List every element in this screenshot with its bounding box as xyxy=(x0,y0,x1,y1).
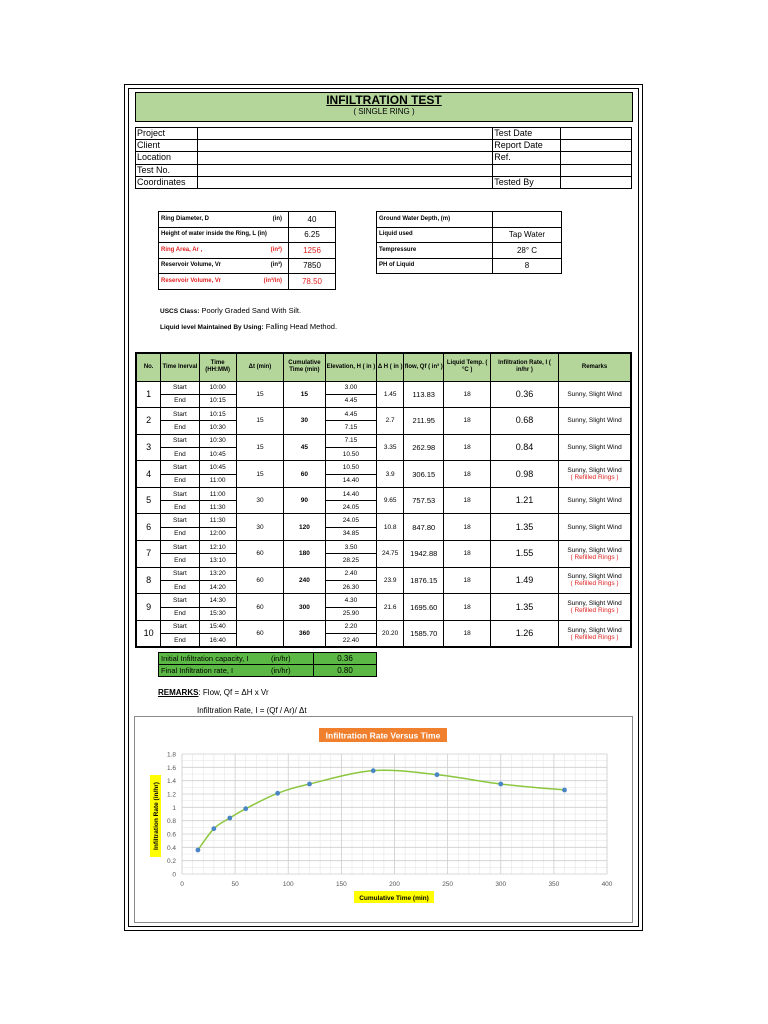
ring-label-text: Ring Diameter, D xyxy=(161,215,210,222)
ground-label: PH of Liquid xyxy=(377,258,493,274)
elevation-start: 4.45 xyxy=(325,408,377,421)
table-row xyxy=(136,487,631,500)
elevation-start: 2.40 xyxy=(325,567,377,580)
ring-unit: (in³/in) xyxy=(263,277,282,284)
end-label: End xyxy=(161,634,199,648)
ground-row xyxy=(377,212,562,228)
end-time: 12:00 xyxy=(199,527,236,540)
x-axis-label: Cumulative Time (min) xyxy=(359,895,429,902)
refill-note: ( Refilled Rings ) xyxy=(570,607,619,615)
liquid-temp: 18 xyxy=(444,381,491,408)
delta-h: 3.35 xyxy=(377,434,404,461)
header-remarks: Remarks xyxy=(559,353,631,381)
ring-label xyxy=(159,258,289,274)
row-number: 5 xyxy=(136,487,161,514)
remarks-rate-formula: Infiltration Rate, I = (Qf / Ar)/ Δt xyxy=(197,706,307,715)
x-tick-label: 250 xyxy=(442,881,454,888)
summary-value: 0.36 xyxy=(314,653,377,665)
table-row xyxy=(136,541,631,554)
start-time: 14:30 xyxy=(199,594,236,607)
ground-value: 28° C xyxy=(493,243,562,259)
row-number: 2 xyxy=(136,408,161,435)
project-field-label: Location xyxy=(136,152,198,164)
delta-h: 1.45 xyxy=(377,381,404,408)
start-label: Start xyxy=(161,434,199,447)
elevation-start: 4.30 xyxy=(325,594,377,607)
infiltration-rate: 1.49 xyxy=(490,567,558,594)
end-label: End xyxy=(161,421,199,434)
infiltration-rate: 0.36 xyxy=(490,381,558,408)
row-number: 1 xyxy=(136,381,161,408)
data-point xyxy=(275,791,280,796)
remark-text: Sunny, Slight Wind xyxy=(567,417,622,425)
y-axis-label: Infiltration Rate (in/hr) xyxy=(153,782,160,850)
project-field-label: Test No. xyxy=(136,164,198,176)
ground-row xyxy=(377,258,562,274)
y-tick-label: 1.8 xyxy=(166,751,176,759)
start-time: 11:30 xyxy=(199,514,236,527)
project-field-value[interactable] xyxy=(197,140,492,152)
liquid-temp: 18 xyxy=(444,461,491,488)
chart-title: Infiltration Rate Versus Time xyxy=(325,730,441,741)
elevation-end: 10.50 xyxy=(325,447,377,460)
table-row xyxy=(136,461,631,474)
elevation-start: 2.20 xyxy=(325,620,377,633)
project-row xyxy=(136,128,632,140)
data-point xyxy=(227,816,232,821)
table-row xyxy=(136,434,631,447)
header-dt: Δt (min) xyxy=(236,353,284,381)
title-banner xyxy=(135,92,633,122)
remark-text: Sunny, Slight Wind xyxy=(567,443,622,451)
data-point xyxy=(196,848,201,853)
flow-value: 1942.88 xyxy=(404,541,444,568)
cumulative-time: 90 xyxy=(284,487,325,514)
flow-value: 1695.60 xyxy=(404,594,444,621)
ground-label: Ground Water Depth, (m) xyxy=(377,212,493,228)
x-tick-label: 0 xyxy=(180,881,184,888)
elevation-end: 28.25 xyxy=(325,554,377,567)
infiltration-rate: 1.35 xyxy=(490,514,558,541)
delta-t: 30 xyxy=(236,514,284,541)
remarks-cell xyxy=(559,381,631,408)
elevation-end: 7.15 xyxy=(325,421,377,434)
delta-t: 15 xyxy=(236,408,284,435)
row-number: 9 xyxy=(136,594,161,621)
delta-t: 60 xyxy=(236,541,284,568)
start-label: Start xyxy=(161,487,199,500)
remark-text: Sunny, Slight Wind xyxy=(567,626,622,634)
end-label: End xyxy=(161,447,199,460)
elevation-start: 3.50 xyxy=(325,541,377,554)
liquid-temp: 18 xyxy=(444,514,491,541)
end-time: 14:20 xyxy=(199,580,236,593)
project-field-label-right: Ref. xyxy=(493,152,561,164)
table-row xyxy=(136,381,631,394)
cumulative-time: 45 xyxy=(284,434,325,461)
remark-text: Sunny, Slight Wind xyxy=(567,497,622,505)
x-tick-label: 300 xyxy=(495,881,507,888)
refill-note: ( Refilled Rings ) xyxy=(570,553,619,561)
delta-t: 15 xyxy=(236,381,284,408)
flow-value: 211.95 xyxy=(404,408,444,435)
summary-unit: (in/hr) xyxy=(269,665,314,677)
remarks-cell xyxy=(559,434,631,461)
ring-row xyxy=(159,243,336,259)
y-tick-label: 1 xyxy=(172,804,176,812)
infiltration-rate: 0.68 xyxy=(490,408,558,435)
summary-label: Initial Infiltration capacity, I xyxy=(159,653,270,665)
remarks-cell xyxy=(559,541,631,568)
row-number: 10 xyxy=(136,620,161,647)
row-number: 6 xyxy=(136,514,161,541)
end-time: 11:00 xyxy=(199,474,236,487)
elevation-end: 26.30 xyxy=(325,580,377,593)
cumulative-time: 300 xyxy=(284,594,325,621)
ring-label xyxy=(159,274,289,290)
flow-value: 306.15 xyxy=(404,461,444,488)
remark-text: Sunny, Slight Wind xyxy=(567,573,622,581)
flow-value: 1876.15 xyxy=(404,567,444,594)
infiltration-chart xyxy=(135,717,632,922)
ground-value: 8 xyxy=(493,258,562,274)
table-row xyxy=(136,620,631,633)
liquid-label: Liquid level Maintained By Using: xyxy=(160,324,264,331)
table-row xyxy=(136,567,631,580)
ring-value: 78.50 xyxy=(289,274,336,290)
start-label: Start xyxy=(161,594,199,607)
table-row xyxy=(136,594,631,607)
end-label: End xyxy=(161,607,199,620)
ground-label: Tempressure xyxy=(377,243,493,259)
project-field-label: Coordinates xyxy=(136,176,198,188)
remarks-cell xyxy=(559,461,631,488)
ground-value: Tap Water xyxy=(493,227,562,243)
cumulative-time: 180 xyxy=(284,541,325,568)
start-time: 10:00 xyxy=(199,381,236,394)
start-time: 10:30 xyxy=(199,434,236,447)
start-time: 11:00 xyxy=(199,487,236,500)
x-tick-label: 400 xyxy=(601,881,613,888)
delta-h: 10.8 xyxy=(377,514,404,541)
delta-h: 23.9 xyxy=(377,567,404,594)
end-time: 11:30 xyxy=(199,501,236,514)
delta-t: 15 xyxy=(236,434,284,461)
x-tick-label: 150 xyxy=(335,881,347,888)
ground-row xyxy=(377,227,562,243)
y-tick-label: 0 xyxy=(172,871,176,879)
end-time: 15:30 xyxy=(199,607,236,620)
infiltration-rate: 1.35 xyxy=(490,594,558,621)
ground-label: Liquid used xyxy=(377,227,493,243)
summary-row xyxy=(159,665,377,677)
data-point xyxy=(307,782,312,787)
ring-unit: (in³) xyxy=(270,262,282,269)
flow-value: 113.83 xyxy=(404,381,444,408)
summary-unit: (in/hr) xyxy=(269,653,314,665)
uscs-note xyxy=(160,306,301,315)
cumulative-time: 30 xyxy=(284,408,325,435)
header-interval: Time Inerval xyxy=(161,353,199,381)
elevation-start: 14.40 xyxy=(325,487,377,500)
x-tick-label: 50 xyxy=(231,881,239,888)
ring-label-text: Reservoir Volume, Vr xyxy=(161,262,221,269)
ring-unit: (in²) xyxy=(270,246,282,253)
elevation-end: 22.40 xyxy=(325,634,377,648)
liquid-value: Falling Head Method. xyxy=(263,322,338,331)
summary-table xyxy=(158,652,377,677)
remarks-flow-formula: : Flow, Qf = ΔH x Vr xyxy=(198,688,269,697)
row-number: 4 xyxy=(136,461,161,488)
header-flow: flow, Qf ( in³ ) xyxy=(404,353,444,381)
remarks-line-1 xyxy=(158,688,269,697)
remark-text: Sunny, Slight Wind xyxy=(567,600,622,608)
project-field-label-right: Tested By xyxy=(493,176,561,188)
start-label: Start xyxy=(161,408,199,421)
header-cum-time: Cumulative Time (min) xyxy=(284,353,325,381)
infiltration-rate: 1.55 xyxy=(490,541,558,568)
ring-label xyxy=(159,227,289,243)
y-tick-label: 0.4 xyxy=(166,844,176,852)
ring-row xyxy=(159,258,336,274)
page-subtitle: ( SINGLE RING ) xyxy=(353,107,415,116)
infiltration-data-table xyxy=(135,352,632,648)
project-field-value[interactable] xyxy=(197,164,492,176)
elevation-start: 7.15 xyxy=(325,434,377,447)
ground-water-table xyxy=(376,211,562,274)
summary-value: 0.80 xyxy=(314,665,377,677)
delta-h: 21.6 xyxy=(377,594,404,621)
end-time: 10:15 xyxy=(199,394,236,407)
end-label: End xyxy=(161,580,199,593)
ring-value: 40 xyxy=(289,212,336,228)
elevation-start: 3.00 xyxy=(325,381,377,394)
liquid-temp: 18 xyxy=(444,541,491,568)
end-label: End xyxy=(161,474,199,487)
header-dh: Δ H ( in ) xyxy=(377,353,404,381)
liquid-temp: 18 xyxy=(444,487,491,514)
ring-row xyxy=(159,274,336,290)
delta-t: 15 xyxy=(236,461,284,488)
uscs-label: USCS Class: xyxy=(160,308,200,315)
start-label: Start xyxy=(161,620,199,633)
ring-value: 7850 xyxy=(289,258,336,274)
row-number: 8 xyxy=(136,567,161,594)
ring-label-text: Reservoir Volume, Vr xyxy=(161,277,221,284)
x-tick-label: 100 xyxy=(282,881,294,888)
data-point xyxy=(371,768,376,773)
end-label: End xyxy=(161,394,199,407)
start-time: 13:20 xyxy=(199,567,236,580)
elevation-end: 24.05 xyxy=(325,501,377,514)
ring-properties-table xyxy=(158,211,336,290)
remarks-cell xyxy=(559,487,631,514)
data-point xyxy=(435,772,440,777)
elevation-start: 24.05 xyxy=(325,514,377,527)
flow-value: 757.53 xyxy=(404,487,444,514)
header-temp: Liquid Temp. ( °C ) xyxy=(444,353,491,381)
x-tick-label: 350 xyxy=(548,881,560,888)
ring-label-text: Ring Area, Ar , xyxy=(161,246,203,253)
flow-value: 262.98 xyxy=(404,434,444,461)
flow-value: 1585.70 xyxy=(404,620,444,647)
ground-value xyxy=(493,212,562,228)
delta-h: 2.7 xyxy=(377,408,404,435)
infiltration-rate: 1.26 xyxy=(490,620,558,647)
y-tick-label: 1.4 xyxy=(166,778,176,786)
liquid-temp: 18 xyxy=(444,408,491,435)
project-info-table xyxy=(135,127,632,189)
elevation-end: 14.40 xyxy=(325,474,377,487)
end-time: 10:45 xyxy=(199,447,236,460)
header-no: No. xyxy=(136,353,161,381)
cumulative-time: 60 xyxy=(284,461,325,488)
project-field-label: Project xyxy=(136,128,198,140)
start-label: Start xyxy=(161,461,199,474)
end-label: End xyxy=(161,554,199,567)
liquid-temp: 18 xyxy=(444,594,491,621)
row-number: 7 xyxy=(136,541,161,568)
data-point xyxy=(562,788,567,793)
delta-h: 9.65 xyxy=(377,487,404,514)
delta-h: 3.9 xyxy=(377,461,404,488)
remarks-cell xyxy=(559,567,631,594)
data-point xyxy=(211,826,216,831)
elevation-end: 34.85 xyxy=(325,527,377,540)
end-time: 16:40 xyxy=(199,634,236,648)
start-label: Start xyxy=(161,514,199,527)
remarks-cell xyxy=(559,408,631,435)
cumulative-time: 15 xyxy=(284,381,325,408)
cumulative-time: 120 xyxy=(284,514,325,541)
project-field-value[interactable] xyxy=(197,176,492,188)
delta-t: 60 xyxy=(236,594,284,621)
remark-text: Sunny, Slight Wind xyxy=(567,546,622,554)
ring-row xyxy=(159,227,336,243)
project-field-label-right: Test Date xyxy=(493,128,561,140)
delta-h: 20.20 xyxy=(377,620,404,647)
chart-area xyxy=(134,716,633,923)
refill-note: ( Refilled Rings ) xyxy=(570,474,619,482)
ring-value: 1256 xyxy=(289,243,336,259)
summary-row xyxy=(159,653,377,665)
remark-text: Sunny, Slight Wind xyxy=(567,467,622,475)
project-field-label: Client xyxy=(136,140,198,152)
liquid-temp: 18 xyxy=(444,567,491,594)
ring-label xyxy=(159,243,289,259)
project-row xyxy=(136,176,632,188)
header-elevation: Elevation, H ( in ) xyxy=(325,353,377,381)
y-tick-label: 0.8 xyxy=(166,818,176,826)
ring-label xyxy=(159,212,289,228)
end-label: End xyxy=(161,527,199,540)
infiltration-rate: 1.21 xyxy=(490,487,558,514)
project-row xyxy=(136,164,632,176)
end-time: 13:10 xyxy=(199,554,236,567)
series-line xyxy=(198,770,565,850)
project-row xyxy=(136,152,632,164)
ground-row xyxy=(377,243,562,259)
liquid-temp: 18 xyxy=(444,620,491,647)
start-time: 15:40 xyxy=(199,620,236,633)
y-tick-label: 0.6 xyxy=(166,831,176,839)
remarks-cell xyxy=(559,514,631,541)
header-rate: Infiltration Rate, I ( in/hr ) xyxy=(490,353,558,381)
elevation-start: 10.50 xyxy=(325,461,377,474)
delta-h: 24.75 xyxy=(377,541,404,568)
start-time: 12:10 xyxy=(199,541,236,554)
start-time: 10:45 xyxy=(199,461,236,474)
ring-value: 6.25 xyxy=(289,227,336,243)
liquid-temp: 18 xyxy=(444,434,491,461)
delta-t: 60 xyxy=(236,620,284,647)
project-field-value-right[interactable] xyxy=(561,128,632,140)
y-tick-label: 1.2 xyxy=(166,791,176,799)
remarks-cell xyxy=(559,594,631,621)
project-field-value[interactable] xyxy=(197,152,492,164)
project-field-value[interactable] xyxy=(197,128,492,140)
ring-unit: (in) xyxy=(272,215,282,222)
project-field-label-right: Report Date xyxy=(493,140,561,152)
end-time: 10:30 xyxy=(199,421,236,434)
ring-label-text: Height of water inside the Ring, L (in) xyxy=(161,231,267,238)
liquid-note xyxy=(160,322,337,331)
infiltration-rate: 0.98 xyxy=(490,461,558,488)
remark-text: Sunny, Slight Wind xyxy=(567,390,622,398)
project-field-value-right[interactable] xyxy=(561,164,632,176)
row-number: 3 xyxy=(136,434,161,461)
project-field-value-right[interactable] xyxy=(561,152,632,164)
refill-note: ( Refilled Rings ) xyxy=(570,580,619,588)
ring-row xyxy=(159,212,336,228)
refill-note: ( Refilled Rings ) xyxy=(570,633,619,641)
x-tick-label: 200 xyxy=(389,881,400,888)
remarks-cell xyxy=(559,620,631,647)
remark-text: Sunny, Slight Wind xyxy=(567,523,622,531)
data-point xyxy=(243,806,248,811)
table-row xyxy=(136,408,631,421)
flow-value: 847.80 xyxy=(404,514,444,541)
delta-t: 60 xyxy=(236,567,284,594)
elevation-end: 25.90 xyxy=(325,607,377,620)
start-label: Start xyxy=(161,567,199,580)
project-field-label-right xyxy=(493,164,561,176)
cumulative-time: 360 xyxy=(284,620,325,647)
project-field-value-right[interactable] xyxy=(561,176,632,188)
start-time: 10:15 xyxy=(199,408,236,421)
y-tick-label: 1.6 xyxy=(166,764,176,772)
end-label: End xyxy=(161,501,199,514)
start-label: Start xyxy=(161,381,199,394)
summary-label: Final Infiltration rate, I xyxy=(159,665,270,677)
infiltration-rate: 0.84 xyxy=(490,434,558,461)
cumulative-time: 240 xyxy=(284,567,325,594)
delta-t: 30 xyxy=(236,487,284,514)
y-tick-label: 0.2 xyxy=(166,858,176,866)
uscs-value: Poorly Graded Sand With Silt. xyxy=(199,306,302,315)
remarks-label: REMARKS xyxy=(158,688,199,697)
project-row xyxy=(136,140,632,152)
data-point xyxy=(498,782,503,787)
start-label: Start xyxy=(161,541,199,554)
project-field-value-right[interactable] xyxy=(561,140,632,152)
page-title: INFILTRATION TEST xyxy=(326,93,442,107)
elevation-end: 4.45 xyxy=(325,394,377,407)
header-time: Time (HH:MM) xyxy=(199,353,236,381)
table-row xyxy=(136,514,631,527)
